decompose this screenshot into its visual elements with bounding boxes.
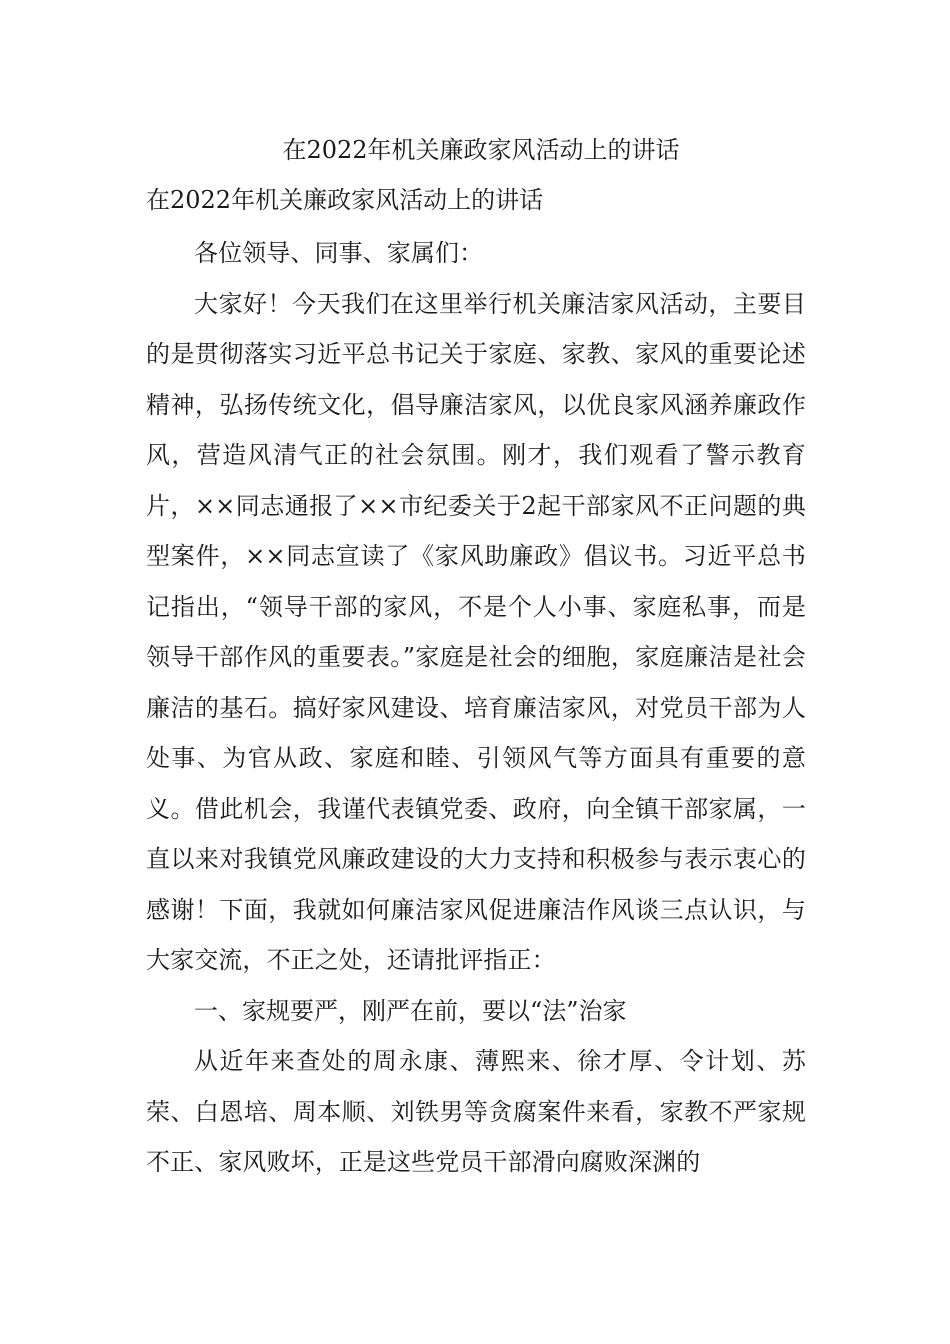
document-subtitle: 在2022年机关廉政家风活动上的讲话 (146, 186, 544, 214)
paragraph-section-1: 从近年来查处的周永康、薄熙来、徐才厚、令计划、苏荣、白恩培、周本顺、刘铁男等贪腐案件来看，家教不严家规不正、家风败坏，正是这些党员干部滑向腐败深渊的 (146, 1047, 806, 1176)
paragraph-opening: 大家好！今天我们在这里举行机关廉洁家风活动，主要目的是贯彻落实习近平总书记关于家庭、家教、家风的重要论述精神，弘扬传统文化，倡导廉洁家风，以优良家风涵养廉政作风，营造风清气正的社会氛围。刚才，我们观看了警示教育片，××同志通报了××市纪委关于2起干部家风不正问题的典型案件，××同志宣读了《家风助廉政》倡议书。习近平总书记指出，“领导干部的家风，不是个人小事、家庭私事，而是领导干部作风的重要表。”家庭是社会的细胞，家庭廉洁是社会廉洁的基石。搞好家风建设、培育廉洁家风，对党员干部为人处事、为官从政、家庭和睦、引领风气等方面具有重要的意义。借此机会，我谨代表镇党委、政府，向全镇干部家属，一直以来对我镇党风廉政建设的大力支持和积极参与表示衷心的感谢！下面，我就如何廉洁家风促进廉洁作风谈三点认识，与大家交流，不正之处，还请批评指正： (146, 289, 806, 974)
document-page (146, 128, 806, 1188)
salutation: 各位领导、同事、家属们： (194, 239, 484, 267)
document-title: 在2022年机关廉政家风活动上的讲话 (282, 136, 680, 164)
section-heading-1: 一、家规要严，刚严在前，要以“法”治家 (194, 996, 627, 1025)
